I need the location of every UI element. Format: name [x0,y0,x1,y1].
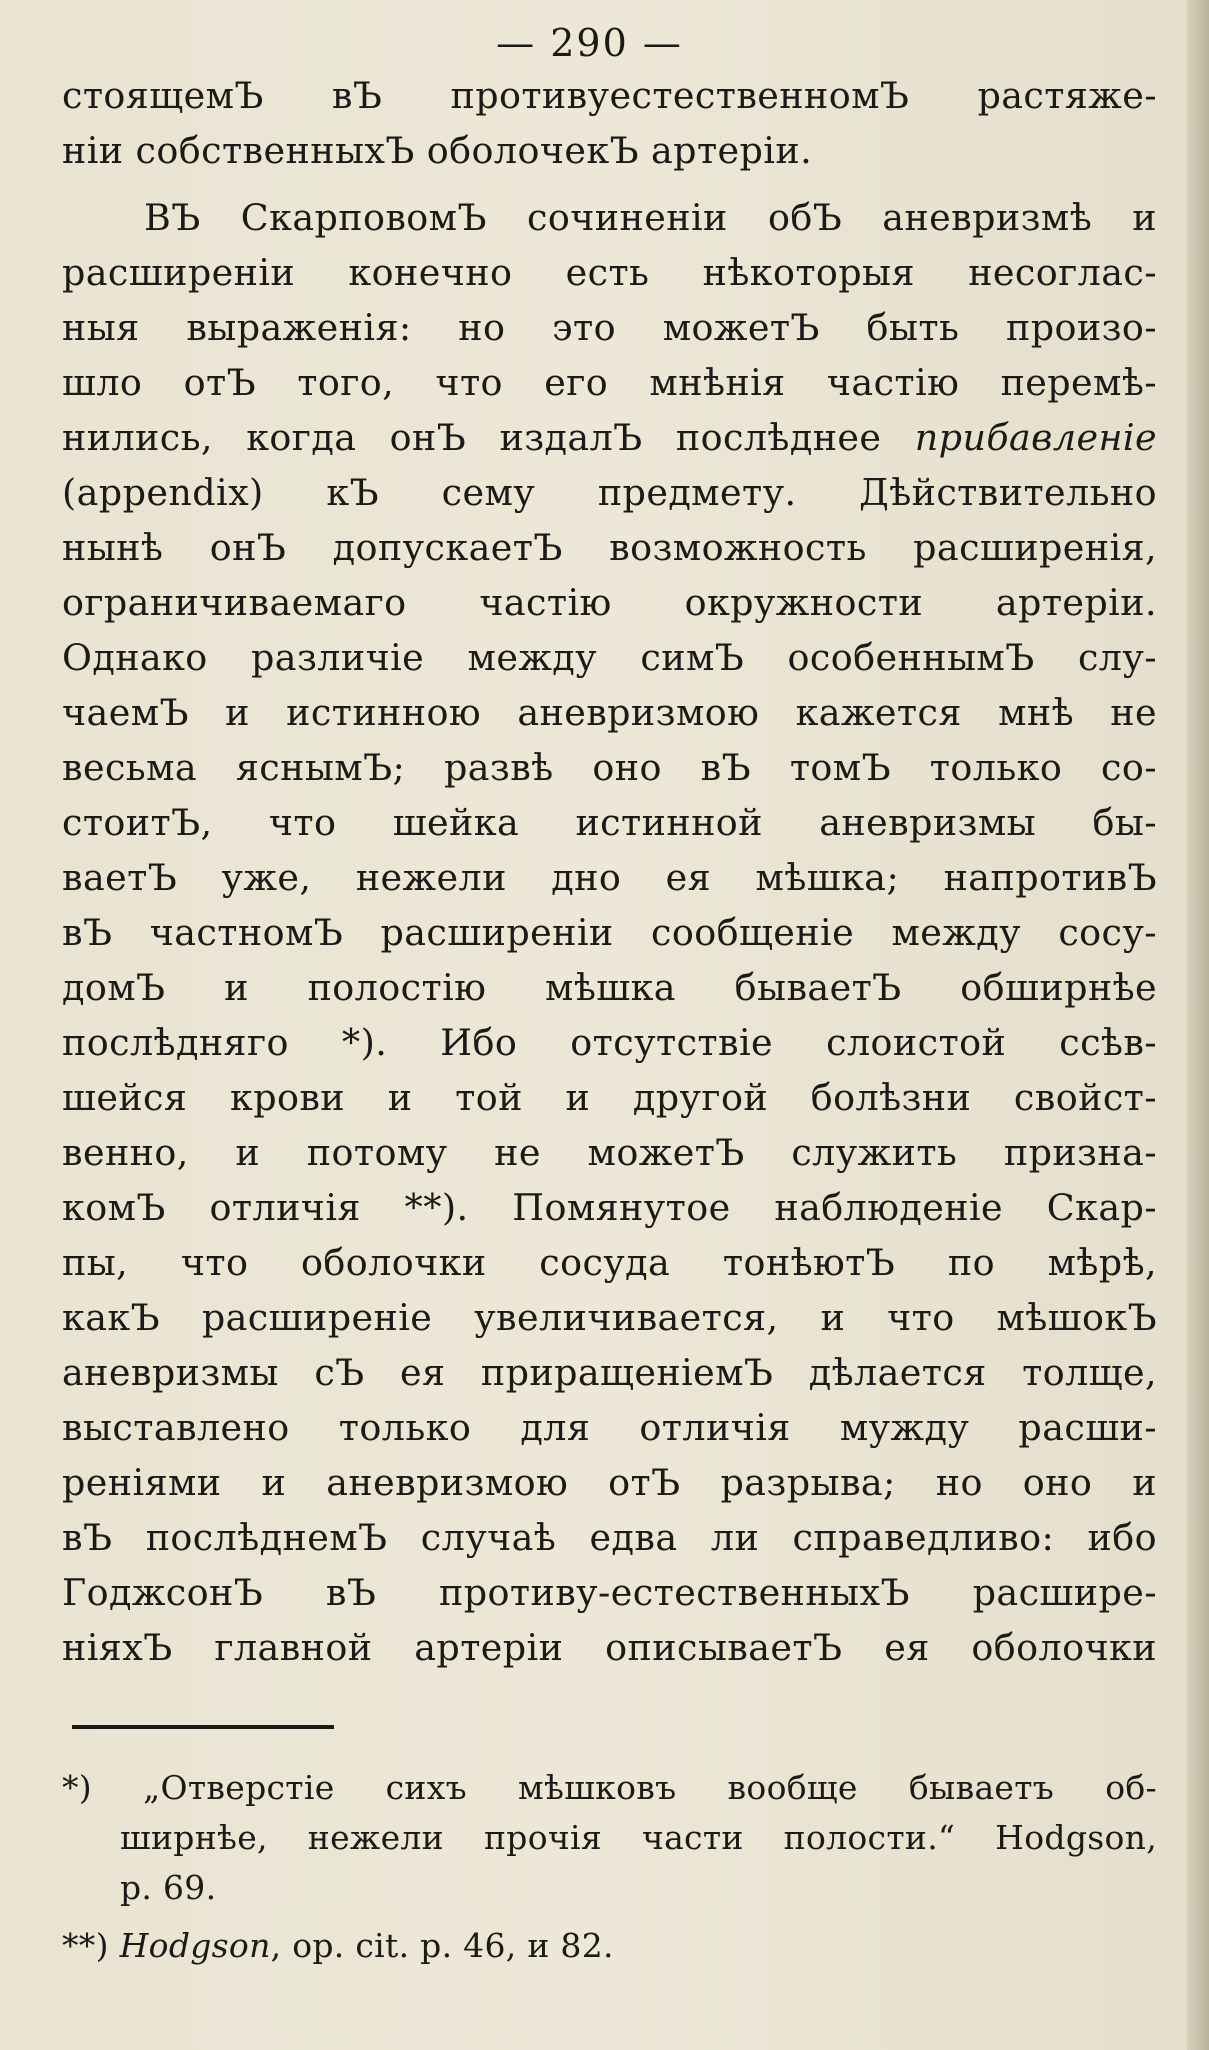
footnote-reference: , op. cit. p. 46, и 82. [270,1926,614,1965]
text-line: ніяхЪ главной артеріи описываетЪ ея оболочки [62,1626,1157,1669]
footnote-line: p. 69. [120,1868,217,1907]
text-line: Однако различіе между симЪ особеннымЪ слу- [62,636,1157,679]
text-line: ГоджсонЪ вЪ противу-естественныхЪ расшире- [62,1571,1157,1614]
text-line: ВЪ СкарповомЪ сочиненіи обЪ аневризмѣ и [144,196,1157,239]
text-line: стоитЪ, что шейка истинной аневризмы бы- [62,801,1157,844]
text-line: ніи собственныхЪ оболочекЪ артеріи. [62,129,813,172]
text-segment: нились, когда онЪ издалЪ послѣднее [62,416,882,459]
footnote-divider [72,1725,334,1729]
footnote-marker: **) [62,1926,109,1965]
text-line [62,410,1157,465]
text-line: домЪ и полостію мѣшка бываетЪ обширнѣе [62,966,1157,1009]
text-line: послѣдняго *). Ибо отсутствіе слоистой ссѣв- [62,1021,1157,1064]
text-line: реніями и аневризмою отЪ разрыва; но оно и [62,1461,1157,1504]
text-line: ваетЪ уже, нежели дно ея мѣшка; напротивЪ [62,856,1157,899]
text-line: стоящемЪ вЪ противуестественномЪ растяже- [62,74,1157,117]
text-line: комЪ отличія **). Помянутое наблюденіе Скар- [62,1186,1157,1229]
page-number: — 290 — [496,21,683,65]
paragraph [62,68,1157,178]
text-line: вЪ частномЪ расширеніи сообщеніе между сосу- [62,911,1157,954]
footnote [62,1921,1157,1971]
italic-term: прибавленіе [914,416,1157,459]
text-line: венно, и потому не можетЪ служить призна- [62,1131,1157,1174]
text-line: выставлено только для отличія мужду расши- [62,1406,1157,1449]
text-line: ныя выраженія: но это можетЪ быть произо- [62,306,1157,349]
footnote [62,1763,1157,1913]
text-line: чаемЪ и истинною аневризмою кажется мнѣ не [62,691,1157,734]
text-line: аневризмы сЪ ея приращеніемЪ дѣлается толще, [62,1351,1157,1394]
text-line: вЪ послѣднемЪ случаѣ едва ли справедливо: ибо [62,1516,1157,1559]
text-line: шейся крови и той и другой болѣзни свойст- [62,1076,1157,1119]
footnote-line: *) „Отверстіе сихъ мѣшковъ вообще бываетъ об- [62,1768,1157,1807]
footnotes [62,1763,1157,1971]
text-line: какЪ расширеніе увеличивается, и что мѣшокЪ [62,1296,1157,1339]
text-line: ограничиваемаго частію окружности артеріи. [62,581,1157,624]
text-line: пы, что оболочки сосуда тонѣютЪ по мѣрѣ, [62,1241,1157,1284]
text-line: шло отЪ того, что его мнѣнія частію перемѣ- [62,361,1157,404]
paragraph [62,190,1157,1675]
text-line: нынѣ онЪ допускаетЪ возможность расширенія, [62,526,1157,569]
page-edge-shadow [1187,0,1209,2050]
footnote-line: ширнѣе, нежели прочія части полости.“ Hodgson, [120,1818,1157,1857]
text-line: (appendix) кЪ сему предмету. Дѣйствительно [62,471,1157,514]
footnote-author: Hodgson [119,1926,271,1965]
text-line: расширеніи конечно есть нѣкоторыя несоглас- [62,251,1157,294]
main-text [62,68,1157,1675]
footnote-line [62,1921,1157,1971]
text-line: весьма яснымЪ; развѣ оно вЪ томЪ только со- [62,746,1157,789]
